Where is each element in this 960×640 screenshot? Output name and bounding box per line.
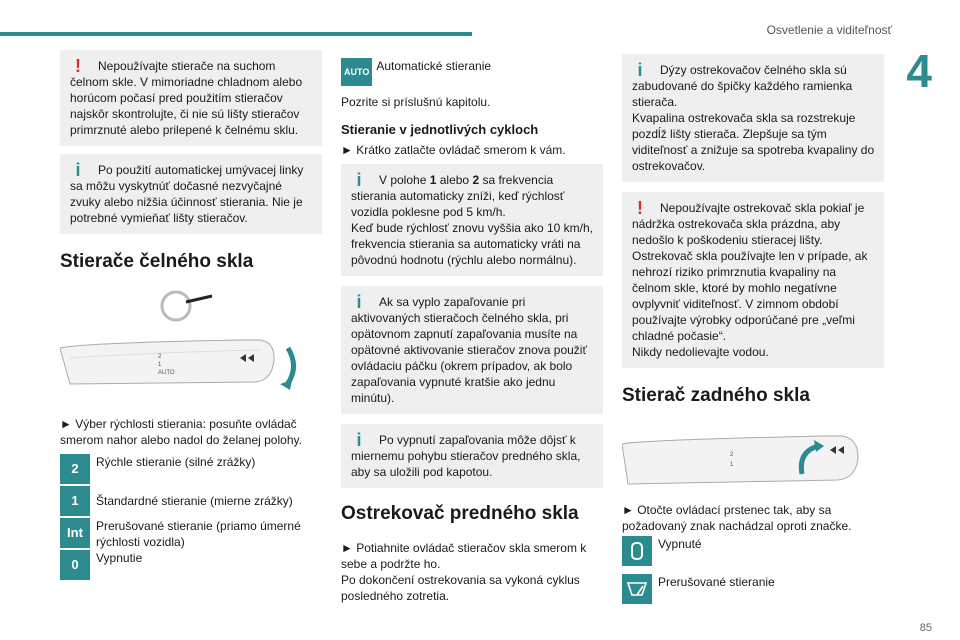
speed-instruction: ► Výber rýchlosti stierania: posuňte ovládač smerom nahor alebo nadol do želanej polohy. xyxy=(60,417,302,447)
info-text: Keď bude rýchlosť znovu vyššia ako 10 km/h, frekvencia stierania sa automaticky vráti na pôvodnú hodnotu (rýchlu alebo normálnu). xyxy=(351,221,593,267)
warning-box xyxy=(622,192,884,368)
auto-reference: Pozrite si príslušnú kapitolu. xyxy=(341,95,491,109)
chapter-title: Osvetlenie a viditeľnosť xyxy=(766,23,892,37)
warning-text: Nepoužívajte stierače na suchom čelnom skle. V mimoriadne chladnom alebo horúcom počasí pred použitím stieračov najskôr skontrolujte, či nie sú lišty stieračov primrznuté alebo prilepené k čelnému sklu. xyxy=(70,59,303,137)
single-wipe-instruction: ► Krátko zatlačte ovládač smerom k vám. xyxy=(341,143,566,157)
auto-label: Automatické stieranie xyxy=(376,59,492,73)
info-icon: i xyxy=(356,430,362,450)
normal-wipe-icon: 1 xyxy=(60,486,90,516)
info-text: Po použití automatickej umývacej linky sa môžu vyskytnúť dočasné nezvyčajné zvuky alebo nižšia účinnosť stierania. Nie je potrebné vymieňať lišty stieračov. xyxy=(70,163,304,225)
section-heading-front-wipers: Stierače čelného skla xyxy=(60,251,254,272)
info-icon: i xyxy=(356,170,362,190)
column-3 xyxy=(622,50,884,608)
warning-text: Ostrekovač skla používajte len v prípade, ak nehrozí riziko primrznutia kvapaliny na čelnom skle, ktoré by mohlo negatívne ovplyvniť viditeľnosť. V zimnom období používajte výrobky odporúčané pre „veľmi chladné počasie“. xyxy=(632,249,868,343)
info-icon: i xyxy=(356,292,362,312)
warning-text: Nikdy nedolievajte vodou. xyxy=(632,345,769,359)
info-text: Kvapalina ostrekovača skla sa rozstrekuje pozdĺž lišty stierača. Zlepšuje sa tým viditeľnosť a znižuje sa spotreba kvapaliny do ostrekovačov. xyxy=(632,111,875,173)
section-heading-rear-wiper: Stierač zadného skla xyxy=(622,385,810,406)
legend-row xyxy=(60,454,322,486)
page-number: 85 xyxy=(919,622,932,634)
column-1 xyxy=(60,50,322,582)
legend-text: Rýchle stieranie (silné zrážky) xyxy=(96,455,256,469)
legend-text: Vypnuté xyxy=(658,537,702,551)
rear-off-icon xyxy=(622,536,652,566)
legend-text: Prerušované stieranie xyxy=(658,575,775,589)
chapter-number: 4 xyxy=(906,45,932,97)
auto-row xyxy=(341,58,603,86)
legend-text: Štandardné stieranie (mierne zrážky) xyxy=(96,494,293,508)
intermittent-wipe-icon: Int xyxy=(60,518,90,548)
info-box xyxy=(622,54,884,182)
rear-instruction: ► Otočte ovládací prstenec tak, aby sa požadovaný znak nachádzal oproti značke. xyxy=(622,503,852,533)
info-text: V polohe 1 alebo 2 sa frekvencia stierania automaticky zníži, keď rýchlosť vozidla poklesne pod 5 km/h. xyxy=(351,173,565,219)
section-heading-single-wipe: Stieranie v jednotlivých cykloch xyxy=(341,122,539,137)
svg-text:AUTO: AUTO xyxy=(158,370,175,376)
svg-text:2: 2 xyxy=(730,452,734,458)
legend-text: Vypnutie xyxy=(96,551,143,565)
info-text: Ak sa vyplo zapaľovanie pri aktivovaných stieračoch čelného skla, pri opätovnom zapnutí zapaľovania musíte na opätovné aktivovanie stieračov znova použiť ovládaciu páčku (okrem prípadov, ak bolo zapaľovania vypnuté kratšie ako jednu minútu). xyxy=(351,295,587,405)
legend-row xyxy=(622,536,884,570)
warning-text: Nepoužívajte ostrekovač skla pokiaľ je nádržka ostrekovača skla prázdna, aby nedošlo k poškodeniu stieracej lišty. xyxy=(632,201,865,247)
fast-wipe-icon: 2 xyxy=(60,454,90,484)
legend-row xyxy=(622,574,884,608)
wipe-off-icon: 0 xyxy=(60,550,90,580)
legend-row xyxy=(60,550,322,582)
info-box xyxy=(341,164,603,276)
svg-text:2: 2 xyxy=(158,354,162,360)
wiper-stalk-illustration xyxy=(60,288,322,408)
column-2 xyxy=(341,50,603,604)
legend-row xyxy=(60,518,322,550)
info-box xyxy=(341,286,603,414)
info-text: Dýzy ostrekovačov čelného skla sú zabudované do špičky každého ramienka stierača. xyxy=(632,63,853,109)
info-icon: i xyxy=(75,160,81,180)
warning-box xyxy=(60,50,322,146)
warning-icon: ! xyxy=(637,198,643,218)
rear-wiper-illustration xyxy=(622,422,884,494)
legend-text: Prerušované stieranie (priamo úmerné rýchlosti vozidla) xyxy=(96,519,301,549)
section-heading-washer: Ostrekovač predného skla xyxy=(341,503,579,524)
info-box xyxy=(60,154,322,234)
warning-icon: ! xyxy=(75,56,81,76)
info-icon: i xyxy=(637,60,643,80)
info-box xyxy=(341,424,603,488)
rear-intermittent-icon xyxy=(622,574,652,604)
washer-note: Po dokončení ostrekovania sa vykoná cyklus posledného zotretia. xyxy=(341,573,580,603)
washer-instruction: ► Potiahnite ovládač stieračov skla smerom k sebe a podržte ho. xyxy=(341,541,587,571)
header-bar xyxy=(0,32,472,36)
svg-text:1: 1 xyxy=(730,462,734,468)
auto-wipe-icon: AUTO xyxy=(341,58,372,86)
svg-text:1: 1 xyxy=(158,362,162,368)
info-text: Po vypnutí zapaľovania môže dôjsť k miernemu pohybu stieračov predného skla, aby sa uložili pod kapotou. xyxy=(351,433,581,479)
legend-row xyxy=(60,486,322,518)
